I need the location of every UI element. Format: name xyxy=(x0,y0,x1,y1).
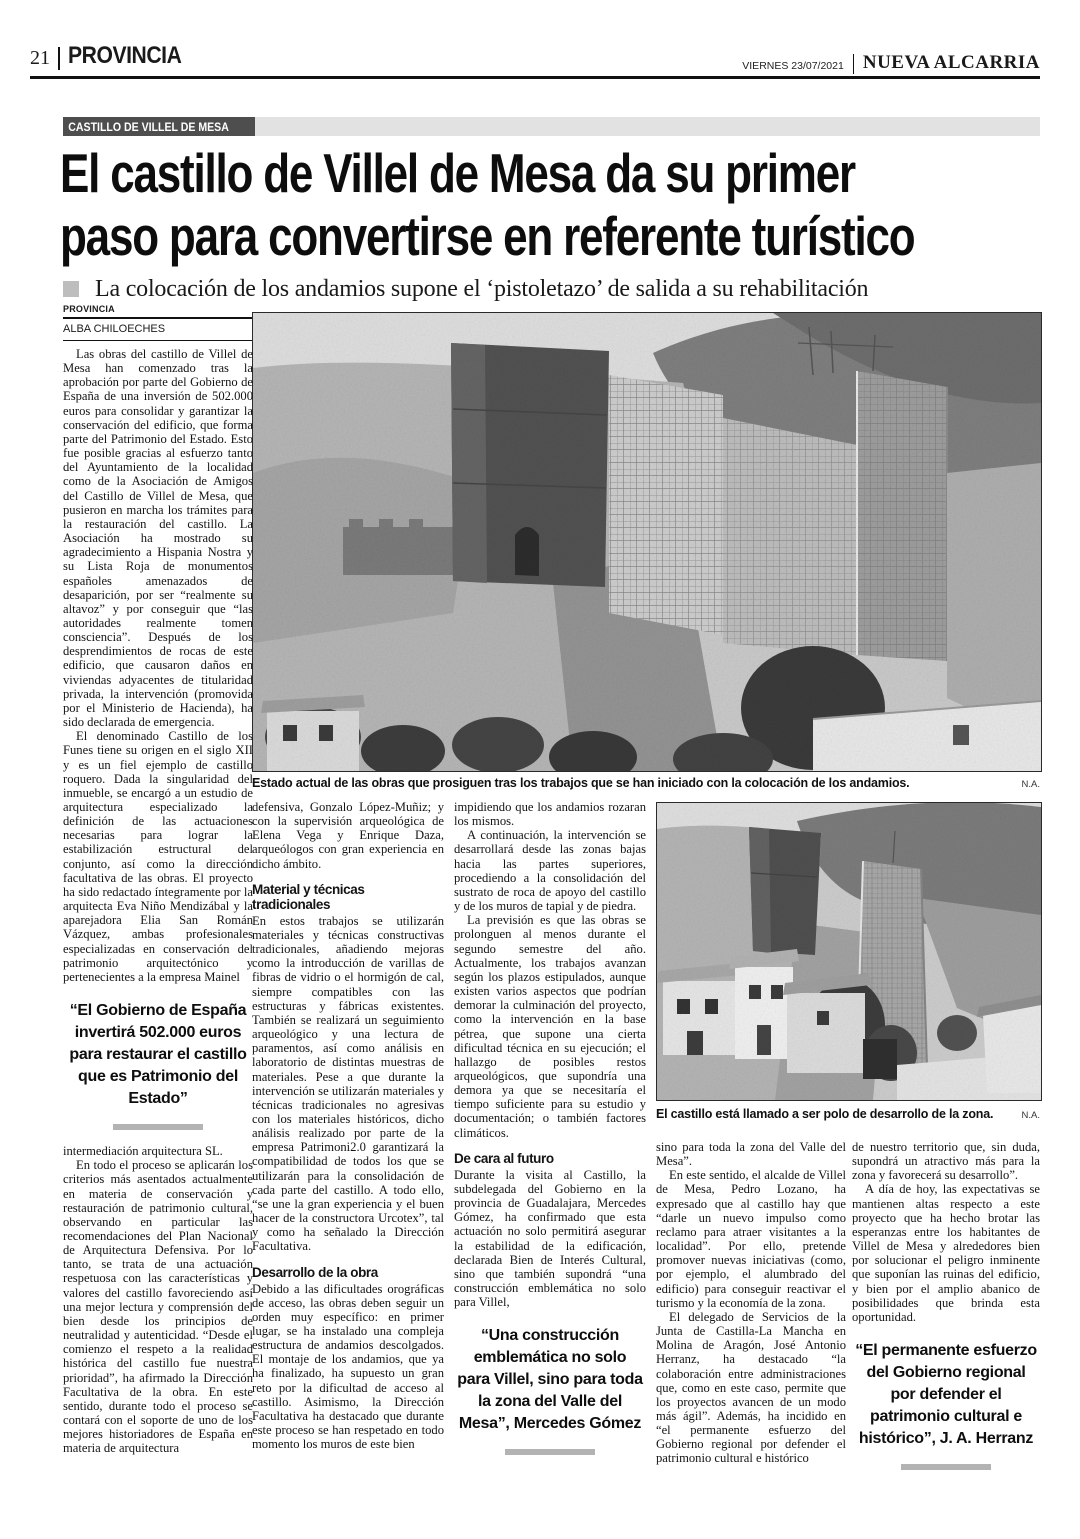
quote-divider-bar xyxy=(113,1124,203,1130)
byline-author: ALBA CHILOECHES xyxy=(63,319,253,341)
section-heading-future: De cara al futuro xyxy=(454,1150,554,1166)
main-photo-caption-row xyxy=(252,776,1040,790)
pull-quote-herranz: “El permanente esfuerzo del Gobierno regional por defender el patrimonio cultural e histórico”, J. A. Herranz xyxy=(855,1342,1037,1448)
masthead-rule xyxy=(30,76,1040,79)
paragraph: En estos trabajos se utilizarán materiales y técnicas constructivas tradicionales, añadiendo mejoras como la introducción de varillas de fibras de vidrio o el hormigón de cal, siempre compatibles con las estructuras y fábricas existentes. También se realizará un seguimiento arqueológico y una lectura de paramentos, así como análisis en laboratorio de distintas muestras de materiales. Pese a que durante la intervención se utilizarán materiales y técnicas tradicionales no agresivas con los materiales históricos, dicho análisis realizado por parte de la empresa Patrimoni2.0 garantizará la compatibilidad de todos los que se utilizarán para la consolidación de cada parte del castillo. A todo ello, “se une la gran experiencia y el buen hacer de la constructora Urcotex”, tal y como ha señalado la Dirección Facultativa. xyxy=(252,913,444,1254)
subhead xyxy=(63,276,1053,303)
masthead-right xyxy=(742,52,1040,74)
paragraph: El denominado Castillo de los Funes tiene su origen en el siglo XII y es un fiel ejemplo de castillo roquero. Dada la singularidad del inmueble, se encargó a un estudio de arquitectura especializado la definición de las actuaciones necesarias para lograr la estabilización estructural del conjunto, así como la dirección facultativa de las obras. El proyecto ha sido redactado íntegramente por la arquitecta Eva Niño Mendizábal y la aparejadora Elia San Román Vázquez, ambas profesionales especializadas en conservación del patrimonio arquitectónico y pertenecientes a la empresa Mainel xyxy=(63,729,253,984)
paragraph: de nuestro territorio que, sin duda, supondrá un atractivo más para la zona y favorecerá su desarrollo”. xyxy=(852,1140,1040,1183)
issue-date: VIERNES 23/07/2021 xyxy=(742,60,844,72)
masthead-left xyxy=(30,42,197,70)
headline xyxy=(60,142,1060,268)
main-photo xyxy=(252,312,1042,772)
kicker-label xyxy=(63,117,255,136)
bullet-square-icon xyxy=(63,281,79,297)
paragraph: impidiendo que los andamios rozaran los mismos. xyxy=(454,800,646,829)
paragraph: En este sentido, el alcalde de Villel de Mesa, Pedro Lozano, ha expresado que al castillo hay que “darle un nuevo impulso como reclamo para atraer visitantes a la localidad”. Por ello, pretende promover nuevas iniciativas (como, por ejemplo, el alumbrado del edificio) para conseguir reactivar el turismo y la economía de la zona. xyxy=(656,1168,846,1310)
paragraph: La previsión es que las obras se prolonguen al menos durante el segundo semestre del año. Actualmente, los trabajos avanzan según los plazos estipulados, aunque existen varios aspectos que podrían demorar la culminación del proyecto, como la intervención en la base pétrea, que supone una cierta dificultad técnica en su ejecución; el hallazgo de posibles restos arqueológicos, que supondría una demora ya que se necesitaría el tiempo suficiente para su estudio y documentación; o también factores climáticos. xyxy=(454,913,646,1140)
secondary-photo-caption: El castillo está llamado a ser polo de desarrollo de la zona. xyxy=(656,1107,994,1121)
paragraph: sino para toda la zona del Valle del Mesa”. xyxy=(656,1140,846,1169)
kicker-text: CASTILLO DE VILLEL DE MESA xyxy=(68,119,229,134)
byline xyxy=(63,304,253,341)
paragraph: defensiva, Gonzalo López-Muñiz; y con la supervisión arqueológica de Elena Vega y Enrique Daza, arqueólogos con gran experiencia en dicho ámbito. xyxy=(252,800,444,871)
paragraph: Durante la visita al Castillo, la subdelegada del Gobierno en la provincia de Guadalajara, Mercedes Gómez, ha confirmado que esta actuación no solo permitirá asegurar la estabilidad de la edificación, declarada Bien de Interés Cultural, sino que también supondrá “una construcción emblemática no solo para Villel, xyxy=(454,1167,646,1310)
paragraph: Las obras del castillo de Villel de Mesa han comenzado tras la aprobación por parte del Gobierno de España de una inversión de 502.000 euros para consolidar y garantizar la conservación del edificio, que forma parte del Patrimonio del Estado. Esto fue posible gracias al esfuerzo tanto del Ayuntamiento de la localidad como de la Asociación de Amigos del Castillo de Villel de Mesa, que pusieron en marcha los trámites para la restauración del castillo. La Asociación ha mostrado su agradecimiento a Hispania Nostra y su Lista Roja de monumentos españoles amenazados de desaparición, por ser “realmente su altavoz” y por conseguir que “las autoridades realmente tomen consciencia”. Después de los desprendimientos de rocas de este edificio, que causaron daños en viviendas adyacentes de titularidad privada, la intervención (promovida por el Ministerio de Hacienda), ha sido declarada de emergencia. xyxy=(63,347,253,730)
headline-line-1: El castillo de Villel de Mesa da su primer xyxy=(60,142,855,204)
section-heading-development: Desarrollo de la obra xyxy=(252,1264,378,1280)
kicker-strip xyxy=(63,117,1040,136)
newspaper-name: NUEVA ALCARRIA xyxy=(862,52,1040,73)
article-column-5 xyxy=(852,1140,1040,1484)
main-photo-credit: N.A. xyxy=(1021,779,1040,790)
article-column-3 xyxy=(454,800,646,1469)
section-title: PROVINCIA xyxy=(68,42,182,69)
page-number: 21 xyxy=(30,47,60,70)
main-photo-illustration xyxy=(253,313,1041,771)
masthead xyxy=(30,42,1040,74)
main-photo-caption: Estado actual de las obras que prosiguen tras los trabajos que se han iniciado con la colocación de los andamios. xyxy=(252,776,910,790)
byline-section: PROVINCIA xyxy=(63,304,253,319)
pull-quote-investment: “El Gobierno de España invertirá 502.000 euros para restaurar el castillo que es Patrimonio del Estado” xyxy=(69,1002,247,1108)
article-column-2 xyxy=(252,800,444,1451)
secondary-photo xyxy=(656,802,1042,1101)
paragraph: Debido a las dificultades orográficas de acceso, las obras deben seguir un orden muy específico: en primer lugar, se ha instalado una compleja estructura de andamios descolgados. El montaje de los andamios, que ya ha finalizado, ha supuesto un gran reto por la dificultad de acceso al castillo. Asimismo, la Dirección Facultativa ha destacado que durante este proceso se han respetado en todo momento los muros de este bien xyxy=(252,1281,444,1452)
section-heading-materials: Material y técnicas tradicionales xyxy=(252,881,365,912)
headline-line-2: paso para convertirse en referente turístico xyxy=(60,205,915,267)
secondary-photo-caption-row xyxy=(656,1107,1040,1121)
secondary-photo-credit: N.A. xyxy=(1021,1110,1040,1121)
paragraph: En todo el proceso se aplicarán los criterios más asentados actualmente en materia de conservación y restauración de patrimonio cultural, observando en particular las recomendaciones del Plan Nacional de Arquitectura Defensiva. Por lo tanto, se trata de una actuación respetuosa con las características y valores del castillo favoreciendo así una mejor lectura y comprensión del bien desde los principios de neutralidad y autenticidad. “Desde el comienzo el respeto a la realidad histórica del castillo fue nuestra prioridad”, ha afirmado la Dirección Facultativa de la obra. En este sentido, durante todo el proceso se contará con el soporte de uno de los mejores historiadores de España en materia de arquitectura xyxy=(63,1158,253,1456)
subhead-text: La colocación de los andamios supone el ‘pistoletazo’ de salida a su rehabilitación xyxy=(95,276,869,302)
quote-divider-bar xyxy=(505,1449,595,1455)
article-column-1 xyxy=(63,347,253,1455)
paragraph: El delegado de Servicios de la Junta de Castilla-La Mancha en Molina de Aragón, José Antonio Herranz, ha destacado “la colaboración entre administraciones que, como en este caso, permite que los proyectos avancen de un modo más ágil”. Además, ha incidido en “el permanente esfuerzo del Gobierno regional por defender el patrimonio cultural e histórico xyxy=(656,1309,846,1466)
article-column-4 xyxy=(656,1140,846,1466)
paragraph: A continuación, la intervención se desarrollará desde las zonas bajas hacia las partes superiores, procediendo a la consolidación del sustrato de roca de apoyo del castillo y de los muros de tapial y de piedra. xyxy=(454,828,646,914)
paragraph: intermediación arquitectura SL. xyxy=(63,1144,223,1159)
paragraph: A día de hoy, las expectativas se mantienen altas respecto a este proyecto que ha hecho brotar las esperanzas entre los habitantes de Villel de Mesa y alrededores bien por solucionar el peligro inminente que suponían las ruinas del edificio, y bien por el amplio abanico de posibilidades que brinda esta oportunidad. xyxy=(852,1182,1040,1324)
pull-quote-gomez: “Una construcción emblemática no solo para Villel, sino para toda la zona del Valle del Mesa”, Mercedes Gómez xyxy=(457,1327,643,1433)
masthead-divider xyxy=(853,54,854,74)
secondary-photo-illustration xyxy=(657,803,1041,1100)
quote-divider-bar xyxy=(901,1464,991,1470)
